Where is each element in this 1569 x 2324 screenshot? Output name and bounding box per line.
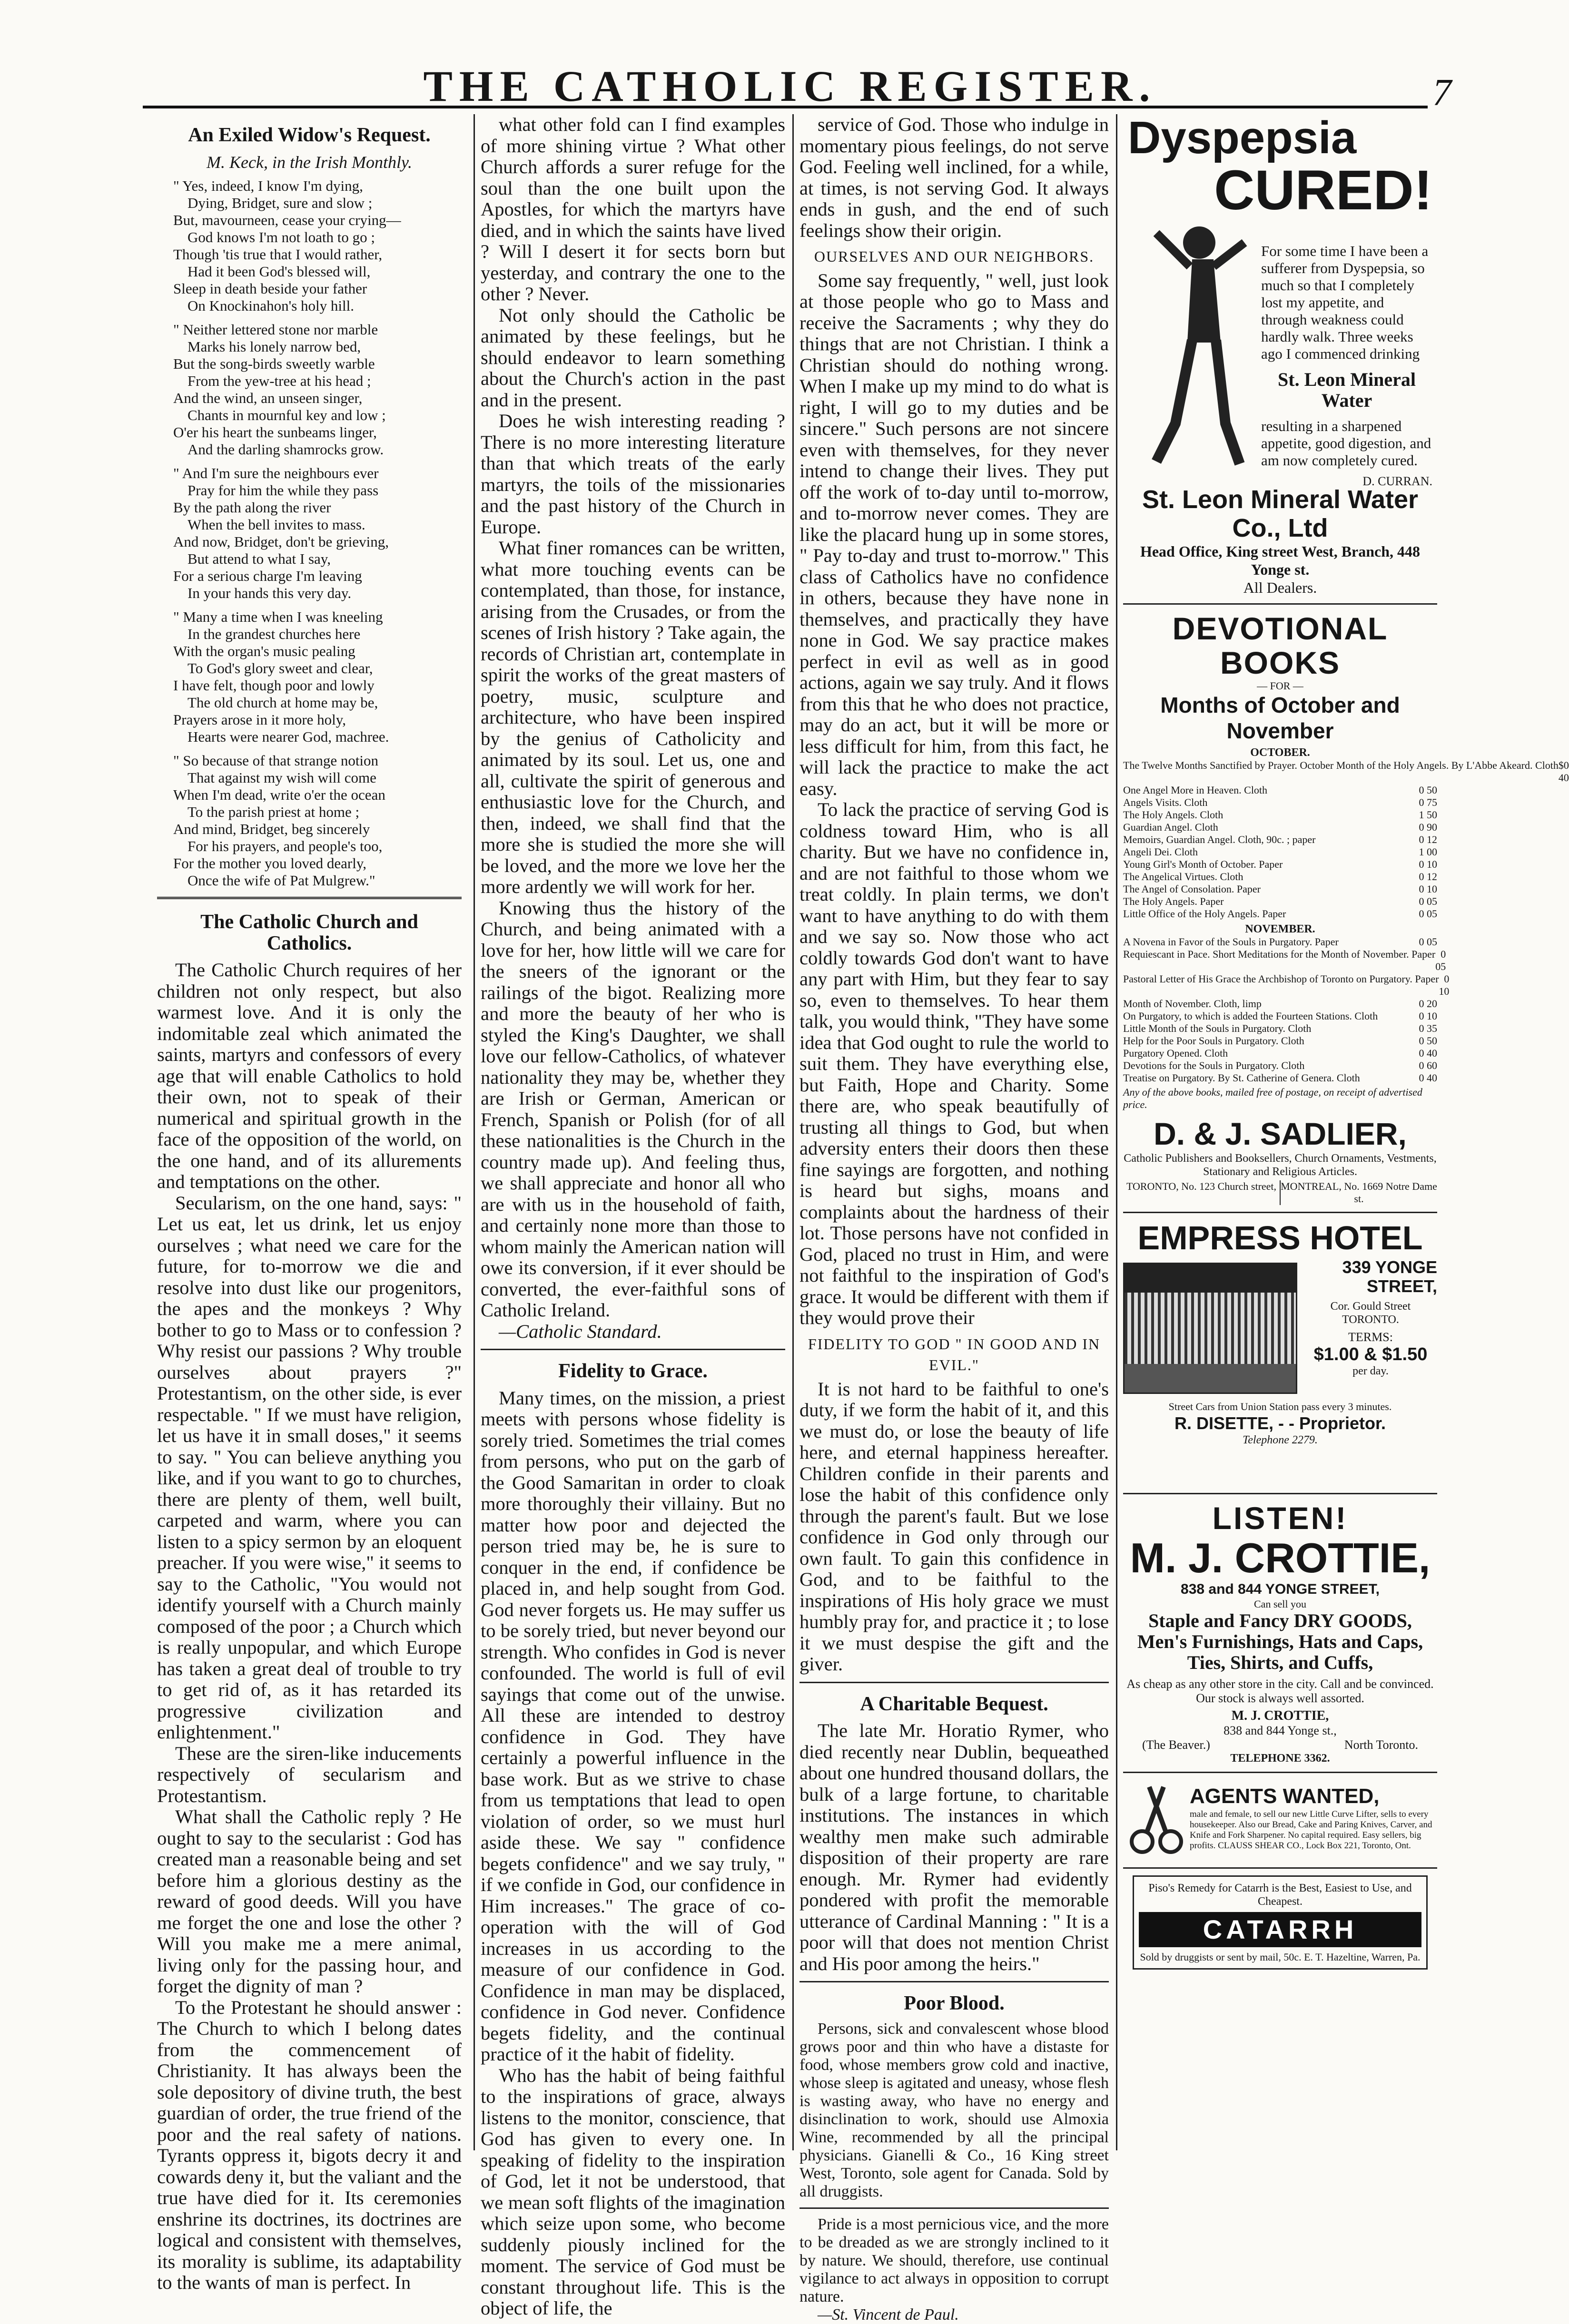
source-signature: —Catholic Standard. [499,1320,662,1342]
testimonial-text: For some time I have been a sufferer from Dyspepsia, so much so that I completely lost my appetite, and through weakness could hardly walk. Three weeks ago I commenced drinking [1261,243,1429,362]
book-list [1123,936,1450,1084]
article-body [481,114,785,1321]
book-price: 0 10 [1419,858,1437,870]
poem-line: And the darling shamrocks grow. [187,441,384,458]
poem-line: Sleep in death beside your father [173,280,367,297]
book-list-item [1123,1010,1437,1022]
poem-line: I have felt, though poor and lowly [173,677,375,694]
poem-line: From the yew-tree at his head ; [187,373,371,389]
poem-stanza [173,752,462,889]
book-title: Little Office of the Holy Angels. Paper [1123,908,1286,920]
dyspepsia-ad [1123,112,1437,488]
book-price: 0 50 [1419,1035,1437,1047]
book-list-item [1123,1035,1437,1047]
divider [1123,1772,1437,1773]
merchant-telephone: TELEPHONE 3362. [1230,1752,1330,1765]
book-list-item [1123,858,1437,871]
book-list-item [1123,998,1437,1010]
poem-byline: M. Keck, in the Irish Monthly. [207,152,412,172]
book-title: The Holy Angels. Cloth [1123,809,1224,821]
hotel-proprietor: R. DISETTE, - - Proprietor. [1174,1413,1386,1433]
newspaper-title: THE CATHOLIC REGISTER. [423,62,1157,110]
poem-line: On Knockinahon's holy hill. [187,297,355,314]
poem-line: When I'm dead, write o'er the ocean [173,786,385,803]
book-title: Angeli Dei. Cloth [1123,846,1198,858]
column-3 [799,114,1109,2324]
book-title: Treatise on Purgatory. By St. Catherine of Genera. Cloth [1123,1072,1360,1084]
article-body [799,1379,1109,1675]
poem-line: The old church at home may be, [187,694,378,711]
book-list-item [1123,784,1437,796]
article-body [481,1388,785,2319]
crottie-ad [1123,1501,1437,1765]
merchant-signature-address: 838 and 844 Yonge st., [1224,1724,1337,1737]
book-title: Requiescant in Pace. Short Meditations for the Month of November. Paper [1123,948,1436,960]
article-paragraph: The Catholic Church requires of her children not only respect, but also warmest love. And it is only the indomitable zeal which animated the saints, martyrs and confessors of every age that will enable Catholics to hold their own, not to speak of their numerical and spiritual growth in the face of the opposition of the world, on the one hand, and of its allurements and temptations on the other. [157,959,462,1192]
poem-line: Marks his lonely narrow bed, [187,338,361,355]
ad-headline: AGENTS WANTED, [1190,1785,1380,1808]
ad-headline: Dyspepsia [1128,112,1357,163]
book-list-item [1123,809,1437,821]
poem-line: Chants in mournful key and low ; [187,407,386,423]
merchant-signature: M. J. CROTTIE, [1231,1708,1329,1723]
book-price: 0 40 [1419,1047,1437,1059]
book-price: 1 00 [1419,846,1437,858]
poem-line: And mind, Bridget, beg sincerely [173,821,370,837]
poem-line: For the mother you loved dearly, [173,855,367,872]
publisher-toronto: TORONTO, No. 123 Church street, [1126,1180,1277,1192]
article-paragraph: Does he wish interesting reading ? There is no more interesting literature than that which treats of the early martyrs, the toils of the missionaries and the past history of the Church in Europe. [481,410,785,538]
book-list-item [1123,973,1450,998]
poem-line: But attend to what I say, [187,550,331,567]
hotel-building-illustration [1123,1263,1297,1394]
poem-stanza [173,321,462,458]
empress-hotel-ad [1123,1220,1437,1486]
book-title: The Angelical Virtues. Cloth [1123,871,1243,883]
poem-line: When the bell invites to mass. [187,516,365,533]
poem-line: And now, Bridget, don't be grieving, [173,533,389,550]
book-list-item [1123,1022,1437,1035]
poem-line: And the wind, an unseen singer, [173,390,363,406]
article-paragraph: Some say frequently, " well, just look at those people who go to Mass and receive the Sacraments ; why they do things that are not Christian. I think a Christian should do nothing wrong. When I make up my mind to do what is right, I will go to my duties and be sincere." Such persons are not sincere even with themselves, for they never intend to change their lives. They put off the work of to-day until to-morrow, and to-morrow never comes. They are like the placard hung up in some stores, " Pay to-day and trust to-morrow." This class of Catholics have no confidence in others, because they have none in themselves, and practically they have none in God. We say practice makes perfect in evil as well as in good actions, again we say truly. And it flows from this that he who does not practice, may do an act, but it will be more or less difficult for him, from this fact, he will lack the practice to make the act easy. [799,269,1109,799]
book-price: 0 50 [1419,784,1437,796]
north-toronto: North Toronto. [1344,1738,1418,1752]
divider [157,897,462,901]
poem-line: " Yes, indeed, I know I'm dying, [173,177,363,194]
book-price: 0 90 [1419,821,1437,833]
devotional-books-ad [1123,611,1569,1205]
catarrh-banner: CATARRH [1139,1912,1421,1947]
book-title: One Angel More in Heaven. Cloth [1123,784,1268,796]
piso-sold: Sold by druggists or sent by mail, 50c. E. T. Hazeltine, Warren, Pa. [1140,1951,1421,1963]
article-title: Fidelity to Grace. [558,1360,708,1382]
testimonial-signature: D. CURRAN. [1362,474,1432,488]
book-list [1123,759,1569,920]
book-title: Purgatory Opened. Cloth [1123,1047,1228,1059]
merchant-name: M. J. CROTTIE, [1130,1534,1431,1581]
book-title: Pastoral Letter of His Grace the Archbishop of Toronto on Purgatory. Paper [1123,973,1439,985]
advertisement-column [1123,112,1569,2160]
books-note: Any of the above books, mailed free of postage, on receipt of advertised price. [1123,1086,1422,1110]
poem-line: Dying, Bridget, sure and slow ; [187,195,373,211]
book-price: 0 20 [1419,998,1437,1010]
book-list-item [1123,948,1446,973]
street-cars-note: Street Cars from Union Station pass every 3 minutes. [1168,1401,1392,1412]
book-title: The Twelve Months Sanctified by Prayer. October Month of the Holy Angels. By L'Abbe Akeard. Cloth [1123,759,1559,771]
article-paragraph: Not only should the Catholic be animated by these feelings, but he should endeavor to learn something about the Church's action in the past and in the present. [481,304,785,411]
publisher-montreal: MONTREAL, No. 1669 Notre Dame st. [1280,1180,1437,1205]
book-list-item [1123,834,1437,846]
piso-text: Piso's Remedy for Catarrh is the Best, Easiest to Use, and Cheapest. [1148,1882,1412,1908]
book-price: 0 05 [1419,908,1437,920]
poem-line: Once the wife of Pat Mulgrew." [187,872,375,889]
merchandise: Staple and Fancy DRY GOODS, Men's Furnishings, Hats and Caps, Ties, Shirts, and Cuffs, [1137,1610,1423,1673]
book-list-item [1123,1047,1437,1059]
book-title: Devotions for the Souls in Purgatory. Cloth [1123,1059,1305,1071]
merchant-text: As cheap as any other store in the city. Call and be convinced. Our stock is always well assorted. [1126,1677,1434,1705]
testimonial-text: resulting in a sharpened appetite, good digestion, and am now completely cured. [1261,418,1431,469]
book-price: 1 50 [1419,809,1437,821]
article-body [799,114,1109,241]
page-number: 7 [1432,72,1451,114]
poem-line: But the song-birds sweetly warble [173,355,375,372]
ad-headline: DEVOTIONAL BOOKS [1172,611,1388,680]
agents-text: male and female, to sell our new Little Curve Lifter, sells to every housekeeper. Also our Bread, Cake and Paring Knives, Carver, and Knife and Fork Sharpener. No capital required. Easy sellers, big profits. CLAUSS SHEAR CO., Lock Box 221, Toronto, Ont. [1190,1809,1432,1851]
book-list-item [1123,883,1437,895]
book-title: Young Girl's Month of October. Paper [1123,858,1283,870]
book-price: 0 60 [1419,1059,1437,1071]
book-price: 0 12 [1419,871,1437,883]
hotel-corner: Cor. Gould Street TORONTO. [1330,1300,1411,1326]
company-address: Head Office, King street West, Branch, 448 Yonge st. [1140,543,1421,578]
article-paragraph: The late Mr. Horatio Rymer, who died recently near Dublin, bequeathed about one hundred thousand dollars, the bulk of a large fortune, to charitable institutions. The instances in which wealthy men make such admirable disposition of their property are rare enough. Mr. Rymer had evidently pondered with profit the memorable utterance of Cardinal Manning : " It is a poor will that does not mention Christ and His poor among the heirs." [799,1720,1109,1974]
book-price: 0 12 [1419,834,1437,845]
publisher-text: Catholic Publishers and Booksellers, Church Ornaments, Vestments, Stationary and Religious Articles. [1124,1152,1437,1178]
poem-stanza [173,177,462,314]
poem-title: An Exiled Widow's Request. [188,124,431,146]
poem-line: For his prayers, and people's too, [187,838,383,854]
ad-headline: Months of October and November [1160,693,1400,743]
book-title: Month of November. Cloth, limp [1123,998,1262,1010]
ad-headline: LISTEN! [1212,1500,1348,1536]
divider [799,1981,1109,1982]
book-title: Little Month of the Souls in Purgatory. Cloth [1123,1022,1312,1034]
poem-line: For a serious charge I'm leaving [173,568,362,584]
poem-line: By the path along the river [173,499,331,516]
book-price: 0 35 [1419,1022,1437,1034]
book-title: Memoirs, Guardian Angel. Cloth, 90c. ; paper [1123,834,1316,845]
book-list-item [1123,796,1437,809]
book-list-item [1123,936,1437,948]
divider [1123,1212,1437,1213]
book-title: Help for the Poor Souls in Purgatory. Cloth [1123,1035,1304,1047]
article-paragraph: Secularism, on the one hand, says: " Let us eat, let us drink, let us enjoy ourselves ; what need we care for the future, for to-morrow we die and resolve into dust like our progenitors, the apes and the monkeys ? Why bother to go to Mass or to confession ? Why resist our passions ? Why trouble ourselves about prayers ?" Protestantism, on the other side, is ever respectable. " If we must have religion, let us have it in small doses," it seems to say. " You can believe anything you like, and if you want to go to churches, there are plenty of them, well built, carpeted and warm, where you can listen to a spicy sermon by an eloquent preacher. If you were wise," it seems to say to the Catholic, "You would not identify yourself with a Church mainly composed of the poor ; a Church which is really unpopular, and which Europe has taken a great deal of trouble to try to get rid of, as it has retarded its progressive civilization and enlightenment." [157,1192,462,1743]
book-price: 0 05 [1435,948,1446,972]
poem-line: In your hands this very day. [187,585,352,601]
piso-catarrh-ad [1133,1875,1428,1970]
book-title: Guardian Angel. Cloth [1123,821,1218,833]
book-list-item [1123,821,1437,834]
beaver-label: (The Beaver.) [1142,1738,1210,1752]
book-list-item [1123,1059,1437,1072]
terms-label: TERMS: [1348,1330,1393,1344]
article-paragraph: service of God. Those who indulge in momentary pious feelings, do not serve God. Feeling well inclined, for a while, at times, is not serving God. It always ends in gush, and the end of such feelings show their origin. [799,114,1109,241]
man-figure-icon [1137,224,1247,471]
article-title: The Catholic Church and Catholics. [200,911,418,954]
poem-line: Hearts were nearer God, machree. [187,728,389,745]
article-paragraph: What shall the Catholic reply ? He ought to say to the secularist : God has created man a reasonable being and set before him a glorious destiny as the reward of good deeds. Will you have me forget the one and lose the other ? Will you make me a mere animal, living only for the passing hour, and forget the dignity of man ? [157,1806,462,1997]
book-title: Angels Visits. Cloth [1123,796,1208,808]
book-title: The Angel of Consolation. Paper [1123,883,1261,895]
book-price: 0 75 [1419,796,1437,808]
poem-line: Had it been God's blessed will, [187,263,371,280]
book-list-item [1123,759,1569,784]
company-name: St. Leon Mineral Water Co., Ltd [1142,485,1419,542]
poem-line: Though 'tis true that I would rather, [173,246,383,263]
poem-line: With the organ's music pealing [173,643,355,659]
publisher-name: D. & J. SADLIER, [1154,1116,1407,1151]
poem-line: Prayers arose in it more holy, [173,711,346,728]
book-list-item [1123,1072,1437,1084]
divider [799,2207,1109,2209]
article-paragraph: Knowing thus the history of the Church, and being animated with a love for her, how little will we care for the sneers of the ignorant or the railings of the bigot. Realizing more and more the beauty of her who is styled the King's Daughter, we shall love our fellow-Catholics, of whatever nationality they may be, whether they are Irish or German, American or French, Spanish or Polish (for of all these nationalities is the Church in the country made up). And feeling thus, we shall appreciate and honor all who are with us in the household of faith, and certainly none more than those to whom mainly the American nation will owe its conversion, if it ever should be converted, the ever-faithful sons of Catholic Ireland. [481,897,785,1321]
can-sell: Can sell you [1254,1598,1306,1610]
divider [799,1682,1109,1683]
book-price: 0 40 [1419,1072,1437,1084]
terms-price: $1.00 & $1.50 [1313,1344,1428,1364]
ad-headline: CURED! [1214,159,1432,222]
company-dealers: All Dealers. [1243,579,1317,596]
poem-line: " And I'm sure the neighbours ever [173,465,379,481]
article-paragraph: Persons, sick and convalescent whose blood grows poor and thin who have a distaste for food, whose members grow cold and inactive, whose sleep is agitated and uneasy, whose flesh is wasting away, who have no energy and disinclination to work, should use Almoxia Wine, recommended by all the principal physicians. Gianelli & Co., 16 King street West, Toronto, sole agent for Canada. Sold by all druggists. [799,2020,1109,2200]
poem-line: " So because of that strange notion [173,752,379,769]
poem-line: That against my wish will come [187,769,376,786]
poem-stanza [173,608,462,745]
masthead-rule [143,106,1428,108]
poem-line: In the grandest churches here [187,626,361,642]
poem-line: God knows I'm not loath to go ; [187,229,375,245]
ad-subline: — FOR — [1257,680,1303,692]
divider [1123,1493,1437,1494]
poem-line: " Neither lettered stone nor marble [173,321,378,338]
divider [481,1349,785,1350]
book-price: 0 05 [1419,895,1437,907]
article-paragraph: what other fold can I find examples of more shining virtue ? What other Church affords a surer refuge for the soul than the one built upon the Apostles, for which the martyrs have died, and in which the saints have lived ? Will I desert it for sects born but yesterday, and contrary the one to the other ? Never. [481,114,785,304]
article-paragraph: Many times, on the mission, a priest meets with persons whose fidelity is sorely tried. Sometimes the trial comes from persons, who put on the garb of the Good Samaritan in order to cloak more thoroughly their villainy. But no matter how poor and dejected the person tried may be, he is sure to conquer in the end, if confidence be placed in, and help sought from God. God never forgets us. He may suffer us to be sorely tried, but never beyond our strength. Who confides in God is never confounded. The world is full of evil sayings that come out of the unwise. All these are intended to destroy confidence in God. They have certainly a powerful influence in the base work. But as we strive to chase from us temptations that lead to open violation of order, so we must hurl aside these. We say " confidence begets confidence" and we say truly, " if we confide in God, our confidence in Him increases." The grace of co-operation with the will of God increases in us according to the measure of our confidence in God. Confidence in man may be displaced, confidence in God never. Confidence begets fidelity, and the continual practice of it the habit of fidelity. [481,1387,785,2065]
product-name: St. Leon Mineral Water [1278,369,1416,411]
source-signature: —St. Vincent de Paul. [818,2305,959,2324]
divider [1123,603,1437,605]
poem-line: To the parish priest at home ; [187,804,360,820]
terms-per-day: per day. [1352,1365,1389,1377]
scissors-icon [1128,1785,1185,1856]
book-price: $0 40 [1558,759,1569,784]
article-title: Poor Blood. [904,1992,1005,2014]
column-2 [481,114,785,2319]
book-price: 0 05 [1419,936,1437,948]
column-rule [474,114,475,2150]
book-title: A Novena in Favor of the Souls in Purgatory. Paper [1123,936,1339,948]
hotel-telephone: Telephone 2279. [1243,1434,1318,1446]
article-title: A Charitable Bequest. [860,1693,1048,1715]
book-title: The Holy Angels. Paper [1123,895,1224,907]
poem-line: O'er his heart the sunbeams linger, [173,424,377,441]
article-paragraph: Who has the habit of being faithful to the inspirations of grace, always listens to the monitor, conscience, that God has given to every one. In speaking of fidelity to the inspiration of God, let it not be understood, that we mean soft flights of the imagination which seize upon some, who become suddenly piously inclined for the moment. The service of God must be constant throughout life. This is the object of life, the [481,2064,785,2319]
poem-line: To God's glory sweet and clear, [187,660,373,677]
poem [157,177,462,889]
divider [1123,1867,1437,1869]
column-rule [792,114,794,2150]
book-price: 0 10 [1439,973,1450,997]
ad-headline: EMPRESS HOTEL [1137,1219,1423,1256]
book-list-item [1123,846,1437,858]
book-price: 0 10 [1419,1010,1437,1022]
article-paragraph: These are the siren-like inducements respectively of secularism and Protestantism. [157,1742,462,1806]
article-paragraph: To the Protestant he should answer : The Church to which I belong dates from the commencement of Christianity. It has always been the sole depository of divine truth, the best guardian of order, the true friend of the poor and the real safety of nations. Tyrants oppress it, bigots decry it and cowards deny it, but the valiant and the true have died for it. Its ceremonies enshrine its doctrines, its doctrines are logical and consistent with themselves, its morality is sublime, its adaptability to the wants of man is perfect. In [157,1996,462,2293]
section-label: OCTOBER. [1250,746,1310,759]
article-paragraph: What finer romances can be written, what more touching events can be contemplated, than those, for instance, arising from the Crusades, or from the scenes of Irish history ? Take again, the records of Christian art, contemplate in spirit the works of the great masters of poetry, music, sculpture and architecture, who have been inspired by the genius of Catholicity and animated by its soul. Let us, one and all, cultivate the spirit of generous and enthusiastic love for the Church, and then, indeed, we shall find that the more she is studied the more she will be loved, and the more we love her the more ardently we will work for her. [481,537,785,897]
poem-line: " Many a time when I was kneeling [173,608,383,625]
article-paragraph: It is not hard to be faithful to one's duty, if we form the habit of it, and this we must do, or lose the beauty of life here, and eternal happiness hereafter. Children confide in their parents and lose the habit of this confidence only through the parent's fault. But we lose confidence in God only through our own fault. To gain this confidence in God, and to be faithful to the inspirations of His holy grace we must humbly pray for, and practice it ; to lose it we must despise the gift and the giver. [799,1378,1109,1675]
poem-stanza [173,465,462,602]
column-rule [1116,114,1117,2150]
poem-line: Pray for him the while they pass [187,482,379,499]
book-title: On Purgatory, to which is added the Fourteen Stations. Cloth [1123,1010,1378,1022]
poem-line: But, mavourneen, cease your crying— [173,212,401,228]
column-1 [157,114,462,2293]
article-paragraph: Pride is a most pernicious vice, and the more to be dreaded as we are strongly inclined to it by nature. We should, therefore, use continual vigilance to act always in opposition to corrupt nature. [799,2215,1109,2305]
section-subhead: FIDELITY TO GOD " IN GOOD AND IN EVIL." [808,1335,1101,1373]
article-paragraph: To lack the practice of serving God is coldness toward Him, who is all charity. But we have no confidence in, and are not faithful to those whom we treat coldly. In plain terms, we don't want to have anything to do with them and we say so. Now those who act coldly towards God don't want to have any part with Him, but they fear to say so, even to themselves. To hear them talk, you would think, "They have some idea that God ought to rule the world to suit them. They have everything else, but Faith, Hope and Charity. Some there are, who speak beautifully of trusting all things to God, but when adversity enters their doors then these fine sayings are forgotten, and nothing is heard but sighs, moans and complaints about the hardness of their lot. Those persons have not confided in God, placed no trust in Him, and were not faithful to the inspiration of God's grace. It would be different with them if they would prove their [799,799,1109,1328]
article-body [799,270,1109,1329]
book-list-item [1123,871,1437,883]
hotel-address: 339 YONGE STREET, [1342,1257,1437,1296]
section-label: NOVEMBER. [1245,923,1315,935]
section-subhead: OURSELVES AND OUR NEIGHBORS. [814,248,1095,265]
book-list-item [1123,908,1437,920]
article-body [157,960,462,2294]
merchant-address: 838 and 844 YONGE STREET, [1181,1581,1380,1597]
book-price: 0 10 [1419,883,1437,895]
agents-wanted-ad [1123,1780,1437,1861]
book-list-item [1123,895,1437,908]
